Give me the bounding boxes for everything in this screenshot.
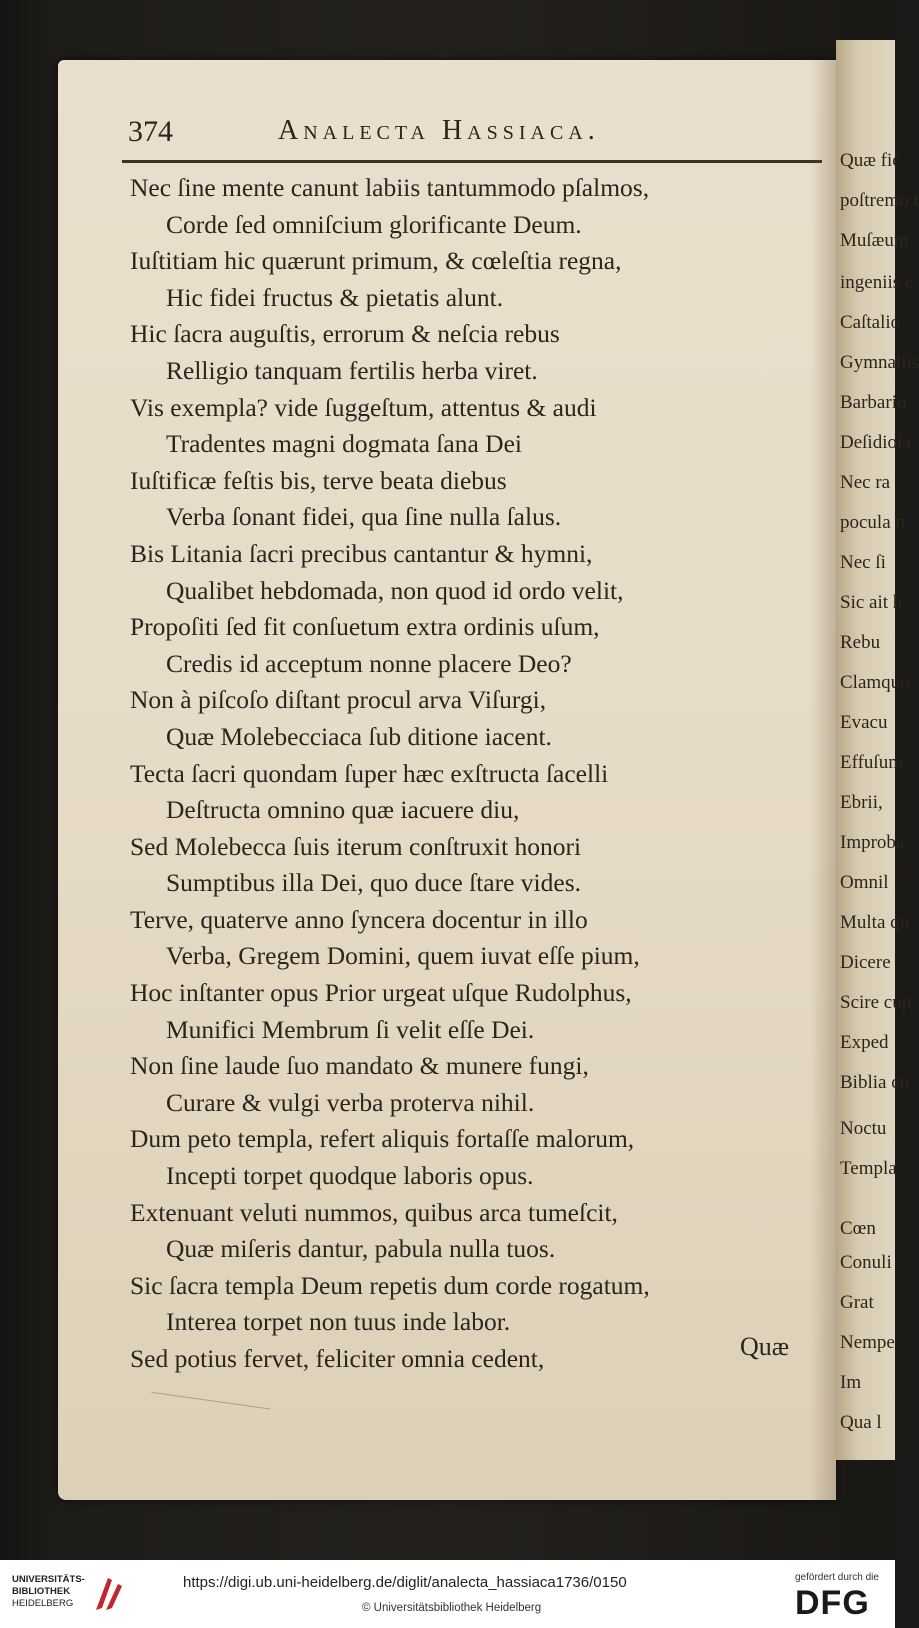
library-mark-icon [92, 1574, 126, 1614]
verse-line: Verba ſonant fidei, qua ſine nulla ſalus. [166, 502, 562, 532]
adjacent-page-fragment: Dicere [840, 952, 891, 973]
verse-line: Quæ Molebecciaca ſub ditione iacent. [166, 721, 552, 751]
page-url-link[interactable]: https://digi.ub.uni-heidelberg.de/diglit/analecta_hassiaca1736/0150 [183, 1574, 627, 1591]
adjacent-page-fragment: Caſtalio [840, 312, 901, 333]
verse-line: Qualibet hebdomada, non quod id ordo velit, [166, 575, 624, 605]
paper-stain [146, 1392, 271, 1449]
adjacent-page-fragment: Im [840, 1372, 862, 1393]
adjacent-page-fragment: poſtremo t [840, 190, 919, 211]
verse-line: Incepti torpet quodque laboris opus. [166, 1161, 534, 1191]
verse-line: Relligio tanquam fertilis herba viret. [166, 355, 538, 385]
adjacent-page-fragment: Multa qu [840, 912, 910, 933]
catchword: Quæ [740, 1332, 790, 1361]
page-number: 374 [128, 115, 173, 148]
verse-line: Non ſine laude ſuo mandato & munere fungi, [130, 1051, 589, 1081]
verse-line: Iuſtitiam hic quærunt primum, & cœleſtia regna, [130, 246, 622, 276]
verse-line: Vis exempla? vide ſuggeſtum, attentus & audi [130, 392, 597, 422]
verse-line: Hoc inſtanter opus Prior urgeat uſque Rudolphus, [130, 978, 632, 1008]
verse-line: Corde ſed omniſcium glorificante Deum. [166, 209, 582, 239]
adjacent-page-fragment: Sic ait h [840, 592, 903, 613]
verse-line: Munifici Membrum ſi velit eſſe Dei. [166, 1014, 535, 1044]
adjacent-page-fragment: Noctu [840, 1118, 887, 1139]
library-logo-line1: UNIVERSITÄTS- [12, 1574, 85, 1585]
adjacent-page-fragment: Templa [840, 1158, 897, 1179]
adjacent-page-fragment: Improba [840, 832, 905, 853]
adjacent-page-fragment: Gymnaſiis [840, 352, 919, 373]
library-logo-line2: BIBLIOTHEK [12, 1586, 71, 1597]
adjacent-page-edge [836, 40, 919, 1460]
adjacent-page-fragment: Qua l [840, 1412, 882, 1433]
adjacent-page-fragment: pocula n [840, 512, 905, 533]
verse-line: Extenuant veluti nummos, quibus arca tumeſcit, [130, 1197, 618, 1227]
adjacent-page-fragment: Rebu [840, 632, 881, 653]
adjacent-page-fragment: Barbario [840, 392, 907, 413]
header-rule [122, 160, 822, 163]
verse-line: Hic fidei fructus & pietatis alunt. [166, 282, 504, 312]
verse-line: Sed potius fervet, feliciter omnia cedent, [130, 1344, 545, 1373]
verse-line: Hic ſacra auguſtis, errorum & neſcia rebus [130, 319, 560, 349]
verse-line: Quæ miſeris dantur, pabula nulla tuos. [166, 1234, 556, 1264]
adjacent-page-fragment: Cœn [840, 1218, 876, 1239]
adjacent-page-fragment: Grat [840, 1292, 874, 1313]
verse-line: Terve, quaterve anno ſyncera docentur in illo [130, 904, 588, 934]
poem-text [130, 170, 830, 1378]
dfg-logo[interactable]: DFG [795, 1584, 870, 1622]
adjacent-page-fragment: Omnil [840, 872, 889, 893]
adjacent-page-fragment: Clamquo [840, 672, 910, 693]
viewer-footer [0, 1560, 895, 1628]
verse-line: Interea torpet non tuus inde labor. [166, 1307, 511, 1337]
verse-line: Deſtructa omnino quæ iacuere diu, [166, 795, 520, 825]
adjacent-page-fragment: ingeniis c [840, 272, 914, 293]
verse-line: Propoſiti ſed fit conſuetum extra ordinis uſum, [130, 612, 600, 642]
verse-line: Verba, Gregem Domini, quem iuvat eſſe pium, [166, 941, 640, 971]
verse-line: Sed Molebecca ſuis iterum conſtruxit honori [130, 831, 582, 861]
verse-line: Non à piſcoſo diſtant procul arva Viſurgi, [130, 685, 547, 715]
adjacent-page-fragment: Deſidioſa [840, 432, 911, 453]
adjacent-page-fragment: Evacu [840, 712, 888, 733]
funder-label: gefördert durch die [795, 1572, 879, 1583]
verse-line: Nec ſine mente canunt labiis tantummodo pſalmos, [130, 173, 650, 202]
adjacent-page-fragment: Biblia cu [840, 1072, 910, 1093]
verse-line: Sic ſacra templa Deum repetis dum corde rogatum, [130, 1270, 650, 1300]
verse-line: Curare & vulgi verba proterva nihil. [166, 1087, 535, 1117]
verse-line: Bis Litania ſacri precibus cantantur & hymni, [130, 538, 593, 568]
adjacent-page-fragment: Quæ fic [840, 150, 901, 171]
adjacent-page-fragment: Effuſum [840, 752, 903, 773]
adjacent-page-fragment: Conuli [840, 1252, 892, 1273]
library-logo[interactable] [12, 1574, 90, 1610]
verse-line: Dum peto templa, refert aliquis fortaſſe malorum, [130, 1124, 635, 1154]
adjacent-page-fragment: Exped [840, 1032, 889, 1053]
verse-line: Tradentes magni dogmata ſana Dei [166, 429, 522, 459]
book-page [58, 60, 836, 1500]
verse-line: Credis id acceptum nonne placere Deo? [166, 648, 572, 678]
running-title: Analecta Hassiaca. [278, 115, 600, 146]
adjacent-page-fragment: Nec ſi [840, 552, 886, 573]
copyright-text: © Universitätsbibliothek Heidelberg [362, 1602, 542, 1614]
adjacent-page-fragment: Scire cup [840, 992, 912, 1013]
verse-line: Tecta ſacri quondam ſuper hæc exſtructa ſacelli [130, 758, 609, 788]
adjacent-page-fragment: Muſæum [840, 230, 909, 251]
verse-line: Sumptibus illa Dei, quo duce ſtare vides. [166, 868, 582, 898]
adjacent-page-fragment: Nempe [840, 1332, 895, 1353]
library-logo-line3: HEIDELBERG [12, 1598, 74, 1609]
verse-line: Iuſtificæ feſtis bis, terve beata diebus [130, 465, 507, 495]
adjacent-page-fragment: Ebrii, [840, 792, 883, 813]
page-header [128, 115, 808, 155]
adjacent-page-fragment: Nec ra [840, 472, 891, 493]
